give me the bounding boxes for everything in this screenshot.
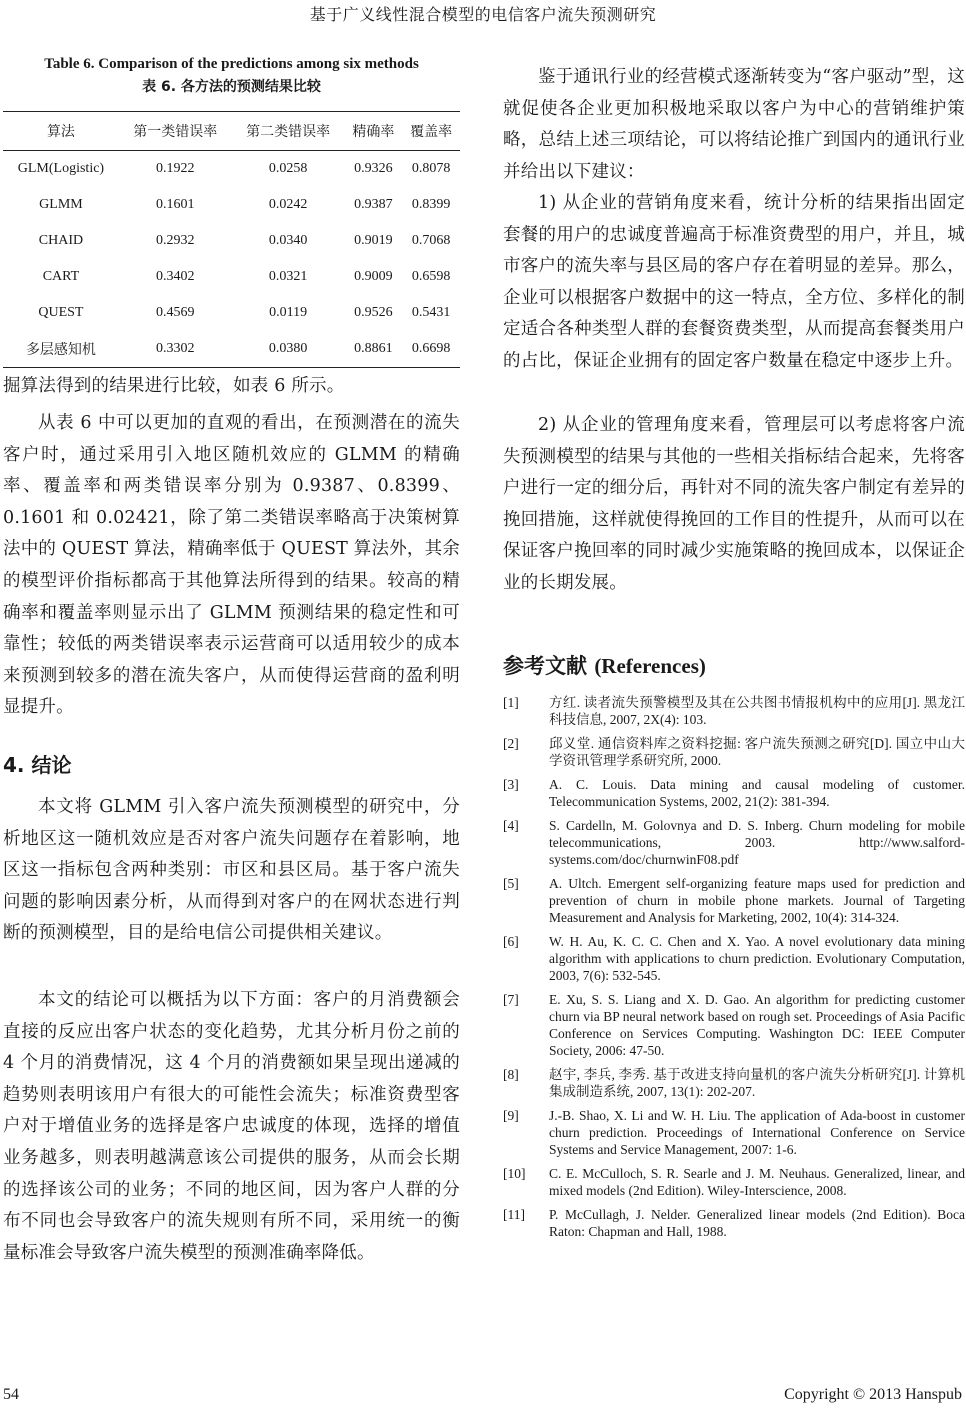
copyright-notice: Copyright © 2013 Hanspub [784,1386,962,1403]
table-cell: 0.1922 [156,161,195,176]
reference-text: C. E. McCulloch, S. R. Searle and J. M. Neuhaus. Generalized, linear, and mixed models (2nd Edition). Wiley-Interscience, 2008. [549,1166,965,1198]
reference-item [503,933,965,984]
section-heading: 4. 结论 [3,753,72,777]
table-cell: GLM(Logistic) [17,161,105,176]
table-cell: 0.5431 [411,305,451,320]
table-cell: 0.6598 [411,269,451,284]
body-paragraph: 鉴于通讯行业的经营模式逐渐转变为“客户驱动”型，这就促使各企业更加积极地采取以客户为中心的营销维护策略，总结上述三项结论，可以将结论推广到国内的通讯行业并给出以下建议： [503,67,965,182]
table-cell: 0.8861 [354,341,393,356]
table-cell: 0.9019 [354,233,393,248]
reference-item [503,991,965,1059]
reference-item [503,1107,965,1158]
reference-text: E. Xu, S. S. Liang and X. D. Gao. An algorithm for predicting customer churn via BP neural network based on rough set. Proceedings of Asia Pacific Conference on Services Computing. Washington DC: IEEE Computer Society, 2006: 47-50. [549,992,965,1058]
table-row [3,187,460,223]
reference-item [503,776,965,810]
reference-item [503,1066,965,1100]
comparison-table [3,111,460,368]
col-header: 第一类错误率 [133,124,218,140]
reference-text: 邱义堂. 通信资料库之资料挖掘: 客户流失预测之研究[D]. 国立中山大学资讯管理学系研究所, 2000. [549,736,965,768]
table-cell: 0.0242 [268,197,308,212]
table-cell: 0.9326 [354,161,393,176]
running-header: 基于广义线性混合模型的电信客户流失预测研究 [309,5,657,24]
reference-item [503,1206,965,1240]
reference-number: [6] [503,934,519,949]
table-cell: 0.0321 [268,269,308,284]
table-caption-en: Table 6. Comparison of the predictions among six methods [44,56,419,72]
col-header: 第二类错误率 [246,124,331,140]
reference-number: [2] [503,736,519,751]
reference-text: A. C. Louis. Data mining and causal modeling of customer. Telecommunication Systems, 2002, 21(2): 381-394. [549,777,965,809]
table-cell: 0.9526 [354,305,393,320]
table-row [3,151,460,188]
table-cell: 0.0380 [268,341,308,356]
table-cell: 多层感知机 [25,343,96,358]
reference-number: [10] [503,1166,526,1181]
table-row [3,259,460,295]
reference-number: [8] [503,1067,519,1082]
table-cell: 0.3402 [156,269,195,284]
table-cell: 0.9387 [354,197,393,212]
page-number: 54 [3,1386,19,1403]
table-cell: 0.0119 [269,305,308,320]
table-header-row [3,112,460,151]
body-paragraph: 本文将 GLMM 引入客户流失预测模型的研究中，分析地区这一随机效应是否对客户流失问题存在着影响，地区这一指标包含两种类别：市区和县区局。基于客户流失问题的影响因素分析，从而得到对客户的在网状态进行判断的预测模型，目的是给电信公司提供相关建议。 [3,797,460,944]
table-row [3,331,460,368]
col-header: 算法 [46,124,75,140]
reference-item [503,735,965,769]
table-cell: CART [42,269,80,284]
body-paragraph: 从表 6 中可以更加的直观的看出，在预测潜在的流失客户时，通过采用引入地区随机效应的 GLMM 的精确率、覆盖率和两类错误率分别为 0.9387、0.8399、0.1601 和 0.02421，除了第二类错误率略高于决策树算法中的 QUEST 算法，精确率低于 QUEST 算法外，其余的模型评价指标都高于其他算法所得到的结果。较高的精确率和覆盖率则显示出了 GLMM 预测结果的稳定性和可靠性；较低的两类错误率表示运营商可以适用较少的成本来预测到较多的潜在流失客户，从而使得运营商的盈利明显提升。 [3,413,461,718]
reference-text: 赵宇, 李兵, 李秀. 基于改进支持向量机的客户流失分析研究[J]. 计算机集成制造系统, 2007, 13(1): 202-207. [549,1067,965,1099]
col-header: 覆盖率 [410,124,453,140]
body-paragraph: 本文的结论可以概括为以下方面：客户的月消费额会直接的反应出客户状态的变化趋势，尤其分析月份之前的 4 个月的消费情况，这 4 个月的消费额如果呈现出递减的趋势则表明该用户有很大的可能性会流失；标准资费型客户对于增值业务的选择是客户忠诚度的体现，选择的增值业务越多，则表明越满意该公司提供的服务，从而会长期的选择该公司的业务；不同的地区间，因为客户人群的分布不同也会导致客户的流失规则有所不同，采用统一的衡量标准会导致客户流失模型的预测准确率降低。 [3,990,460,1263]
reference-item [503,817,965,868]
table-caption-zh: 表 6. 各方法的预测结果比较 [142,79,321,95]
reference-text: P. McCullagh, J. Nelder. Generalized linear models (2nd Edition). Boca Raton: Chapman and Hall, 1988. [549,1207,965,1239]
table-cell: 0.6698 [411,341,451,356]
body-paragraph: 1) 从企业的营销角度来看，统计分析的结果指出固定套餐的用户的忠诚度普遍高于标准资费型的用户，并且，城市客户的流失率与县区局的客户存在着明显的差异。那么，企业可以根据客户数据中的这一特点，全方位、多样化的制定适合各种类型人群的套餐资费类型，从而提高套餐类用户的占比，保证企业拥有的固定客户数量在稳定中逐步上升。 [503,193,965,371]
table-cell: 0.4569 [156,305,195,320]
table-cell: 0.3302 [156,341,195,356]
reference-number: [1] [503,695,519,710]
table-cell: 0.8399 [411,197,451,212]
reference-number: [3] [503,777,519,792]
table-cell: CHAID [38,233,84,248]
body-paragraph: 掘算法得到的结果进行比较，如表 6 所示。 [3,376,345,396]
reference-item [503,694,965,728]
table-cell: QUEST [38,305,84,320]
reference-number: [7] [503,992,519,1007]
reference-text: A. Ultch. Emergent self-organizing feature maps used for prediction and prevention of churn in mobile phone markets. Journal of Targeting Measurement and Analysis for Marketing, 2002, 10(4): 314-324. [549,876,965,925]
reference-text: J.-B. Shao, X. Li and W. H. Liu. The application of Ada-boost in customer churn prediction. Proceedings of International Conference on Service Systems and Service Management, 2007: 1-6. [549,1108,965,1157]
body-paragraph: 2) 从企业的管理角度来看，管理层可以考虑将客户流失预测模型的结果与其他的一些相关指标结合起来，先将客户进行一定的细分后，再针对不同的流失客户制定有差异的挽回措施，这样就使得挽回的工作目的性提升，从而可以在保证客户挽回率的同时减少实施策略的挽回成本，以保证企业的长期发展。 [503,415,965,593]
col-header: 精确率 [352,124,395,140]
reference-list [503,694,965,1247]
table-cell: GLMM [39,197,83,212]
references-heading-zh: 参考文献 [503,654,587,678]
table-cell: 0.1601 [156,197,195,212]
table-cell: 0.0340 [268,233,308,248]
table-row [3,295,460,331]
references-heading [503,650,706,680]
reference-number: [5] [503,876,519,891]
reference-text: S. Cardelln, M. Golovnya and D. S. Inberg. Churn modeling for mobile telecommunications, 2003. http://www.salford-systems.com/doc/churnwinF08.pdf [549,818,965,867]
reference-item [503,1165,965,1199]
reference-text: W. H. Au, K. C. C. Chen and X. Yao. A novel evolutionary data mining algorithm with applications to churn prediction. Evolutionary Computation, 2003, 7(6): 532-545. [549,934,965,983]
table-row [3,223,460,259]
reference-item [503,875,965,926]
references-heading-en: (References) [594,654,706,678]
table-cell: 0.9009 [354,269,393,284]
reference-number: [9] [503,1108,519,1123]
table-cell: 0.7068 [411,233,451,248]
table-cell: 0.0258 [268,161,308,176]
table-cell: 0.8078 [411,161,451,176]
reference-number: [11] [503,1207,525,1222]
reference-text: 方红. 读者流失预警模型及其在公共图书情报机构中的应用[J]. 黑龙江科技信息, 2007, 2X(4): 103. [549,695,965,727]
table-cell: 0.2932 [156,233,195,248]
reference-number: [4] [503,818,519,833]
